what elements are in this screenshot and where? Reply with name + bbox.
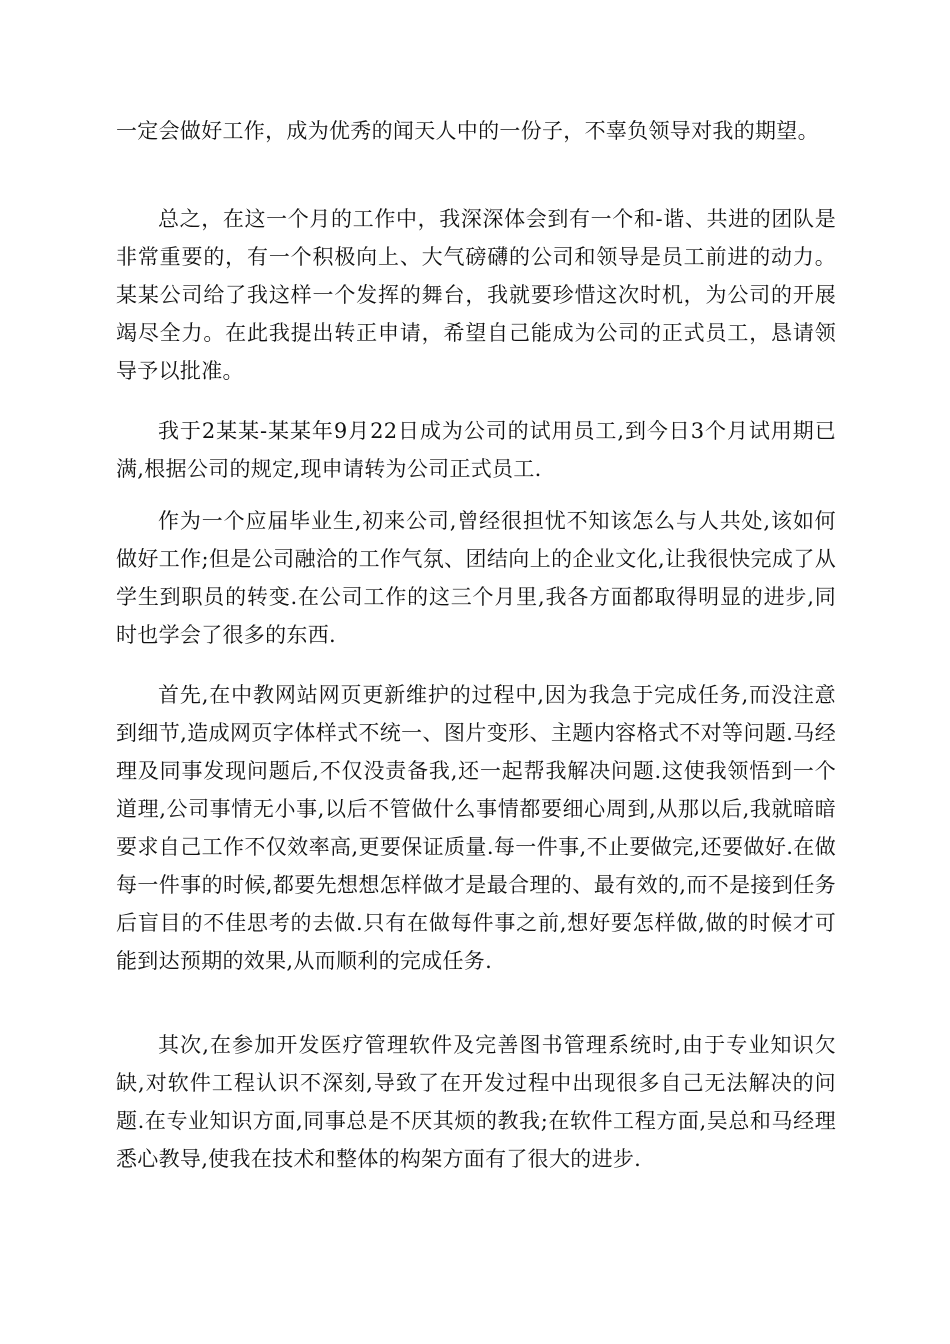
paragraph-summary: 总之，在这一个月的工作中，我深深体会到有一个和-谐、共进的团队是非常重要的，有一个积极向上、大气磅礴的公司和领导是员工前进的动力。某某公司给了我这样一个发挥的舞台，我就要珍惜这次时机，为公司的开展竭尽全力。在此我提出转正申请，希望自己能成为公司的正式员工，恳请领导予以批准。 bbox=[116, 207, 836, 383]
paragraph-probation-intro: 我于2某某-某某年9月22日成为公司的试用员工,到今日3个月试用期已满,根据公司的规定,现申请转为公司正式员工. bbox=[116, 419, 836, 481]
paragraph-continuation: 一定会做好工作，成为优秀的闻天人中的一份子，不辜负领导对我的期望。 bbox=[116, 119, 819, 143]
paragraph-graduate-experience: 作为一个应届毕业生,初来公司,曾经很担忧不知该怎么与人共处,该如何做好工作;但是公司融洽的工作气氛、团结向上的企业文化,让我很快完成了从学生到职员的转变.在公司工作的这三个月里,我各方面都取得明显的进步,同时也学会了很多的东西. bbox=[116, 509, 836, 647]
paragraph-first-lesson: 首先,在中教网站网页更新维护的过程中,因为我急于完成任务,而没注意到细节,造成网页字体样式不统一、图片变形、主题内容格式不对等问题.马经理及同事发现问题后,不仅没责备我,还一起帮我解决问题.这使我领悟到一个道理,公司事情无小事,以后不管做什么事情都要细心周到,从那以后,我就暗暗要求自己工作不仅效率高,更要保证质量.每一件事,不止要做完,还要做好.在做每一件事的时候,都要先想想怎样做才是最合理的、最有效的,而不是接到任务后盲目的不佳思考的去做.只有在做每件事之前,想好要怎样做,做的时候才可能到达预期的效果,从而顺利的完成任务. bbox=[116, 683, 836, 973]
paragraph-second-lesson: 其次,在参加开发医疗管理软件及完善图书管理系统时,由于专业知识欠缺,对软件工程认识不深刻,导致了在开发过程中出现很多自己无法解决的问题.在专业知识方面,同事总是不厌其烦的教我;在软件工程方面,吴总和马经理悉心教导,使我在技术和整体的构架方面有了很大的进步. bbox=[116, 1033, 836, 1171]
